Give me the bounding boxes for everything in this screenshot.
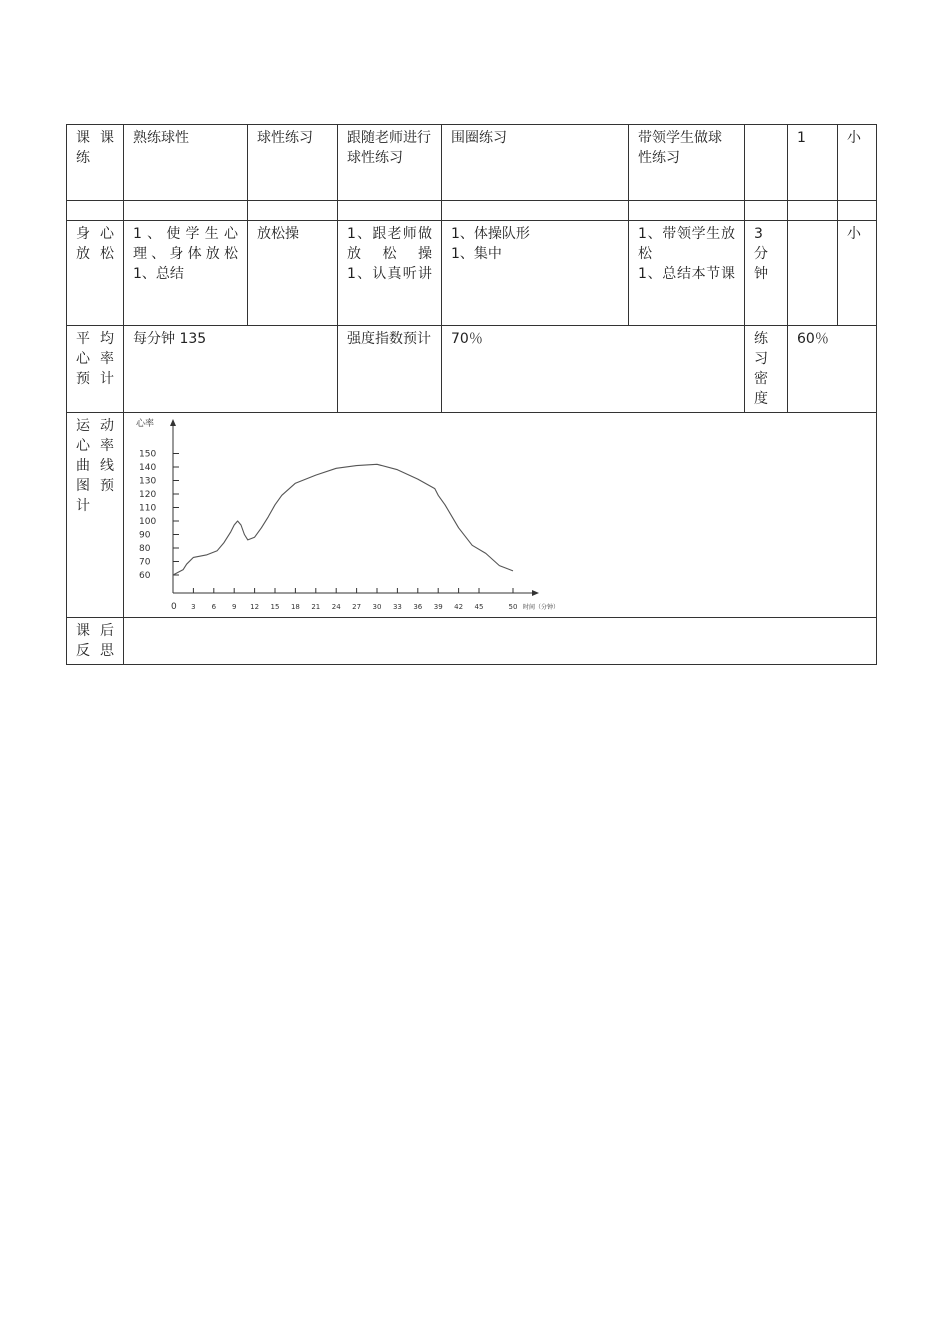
y-tick-label: 60 [139, 571, 151, 581]
y-tick-label: 120 [139, 490, 157, 500]
load-cell: 小 [838, 221, 877, 326]
y-tick-label: 110 [139, 503, 157, 514]
x-tick-label: 36 [413, 603, 423, 611]
row-reflection [67, 618, 877, 665]
x-tick-label: 9 [231, 603, 237, 611]
teacher-activity-cell: 1、带领学生放松 1、总结本节课 [629, 221, 745, 326]
row-label: 平 均 心 率 预计 [67, 326, 124, 413]
time-cell: 3 分 钟 [745, 221, 788, 326]
row-heart-rate-estimate [67, 326, 877, 413]
x-axis-arrow [532, 590, 539, 596]
row-label: 运 动 心 率 曲 线 图 预 计 [67, 413, 124, 618]
y-axis-arrow [170, 419, 176, 426]
row-ball-practice [67, 125, 877, 201]
content-cell: 熟练球性 [124, 125, 248, 201]
content-cell: 1、使学生心理、身体放松 1、总结 [124, 221, 248, 326]
x-tick-label: 15 [270, 603, 280, 611]
teacher-activity-cell: 带领学生做球性练习 [629, 125, 745, 201]
x-tick-label: 30 [372, 603, 382, 611]
y-tick-label: 70 [139, 557, 151, 568]
x-axis-title: 时间（分钟） [523, 604, 560, 611]
x-tick-label: 6 [211, 603, 217, 611]
heart-rate-chart [124, 413, 876, 611]
student-activity-cell: 跟随老师进行球性练习 [338, 125, 442, 201]
organization-cell: 围圈练习 [442, 125, 629, 201]
x-tick-label: 3 [191, 603, 196, 611]
density-label: 练 习 密 度 [745, 326, 788, 413]
row-label: 课 课 练 [67, 125, 124, 201]
avg-heart-rate-value: 每分钟 135 [124, 326, 338, 413]
chart-cell [124, 413, 877, 618]
x-tick-label: 21 [311, 603, 321, 611]
x-tick-label: 50 [508, 603, 518, 611]
method-cell: 球性练习 [248, 125, 338, 201]
y-tick-label: 90 [139, 530, 151, 541]
lesson-plan-table [66, 124, 877, 665]
x-tick-label: 45 [474, 603, 484, 611]
y-tick-label: 100 [139, 517, 157, 527]
method-cell: 放松操 [248, 221, 338, 326]
y-tick-label: 80 [139, 544, 151, 554]
density-value: 60％ [788, 326, 877, 413]
spacer-row [67, 201, 877, 221]
row-heart-rate-curve [67, 413, 877, 618]
heart-rate-series-line [173, 464, 513, 575]
y-axis-title: 心率 [136, 419, 155, 429]
row-label: 课 后 反思 [67, 618, 124, 665]
y-tick-label: 130 [139, 476, 157, 487]
load-cell: 小 [838, 125, 877, 201]
x-tick-label: 24 [331, 603, 341, 611]
organization-cell: 1、体操队形 1、集中 [442, 221, 629, 326]
x-tick-label: 33 [392, 603, 402, 611]
intensity-label: 强度指数预计 [338, 326, 442, 413]
x-tick-label: 18 [290, 603, 300, 611]
x-tick-label: 27 [352, 603, 362, 611]
y-tick-label: 150 [139, 449, 157, 460]
reflection-value [124, 618, 877, 665]
count-cell: 1 [788, 125, 838, 201]
x-tick-label: 12 [250, 603, 260, 611]
row-relaxation [67, 221, 877, 326]
x-tick-label: 0 [171, 602, 177, 611]
intensity-value: 70％ [442, 326, 745, 413]
row-label: 身 心 放松 [67, 221, 124, 326]
student-activity-cell: 1、跟老师做放松操 1、认真听讲 [338, 221, 442, 326]
count-cell [788, 221, 838, 326]
x-tick-label: 42 [454, 603, 464, 611]
time-cell [745, 125, 788, 201]
y-tick-label: 140 [139, 463, 157, 473]
x-tick-label: 39 [433, 603, 443, 611]
